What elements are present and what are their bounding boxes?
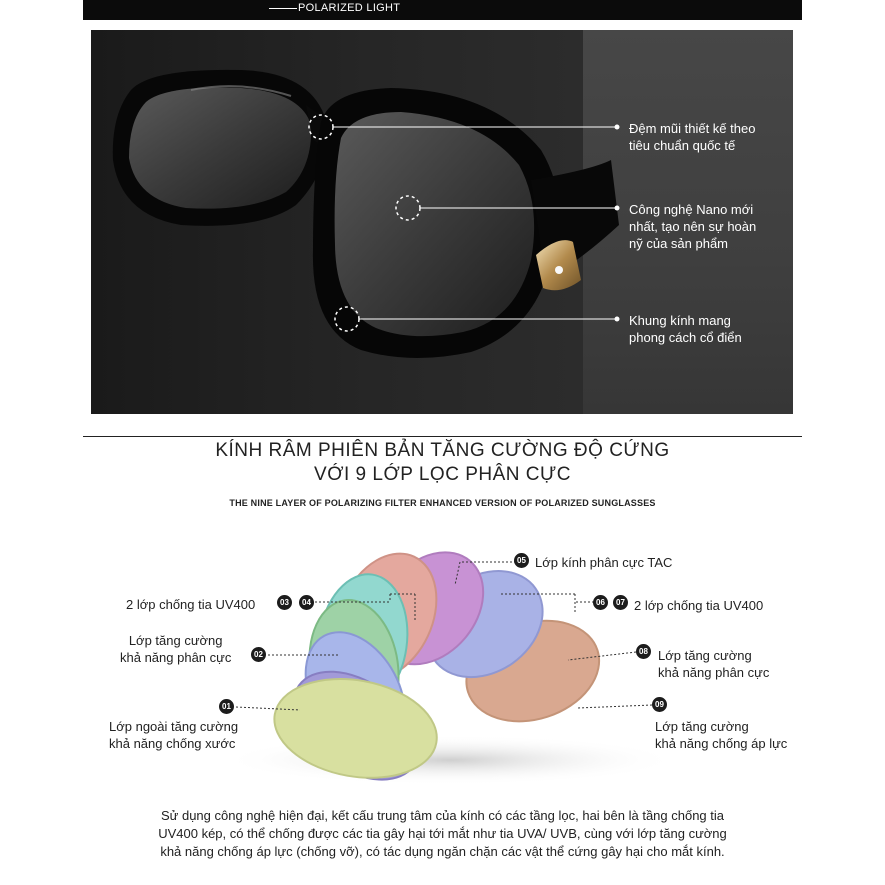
layer-badge-08: 08: [636, 644, 651, 659]
label-layer-03-04: 2 lớp chống tia UV400: [126, 597, 256, 612]
label-layer-08: Lớp tăng cường khả năng phân cực: [658, 648, 770, 680]
layer-badge-07: 07: [613, 595, 628, 610]
label-layer-09: Lớp tăng cường khả năng chống áp lực: [655, 719, 788, 751]
description-paragraph: Sử dụng công nghệ hiện đại, kết cấu trung tâm của kính có các tầng lọc, hai bên là tầng chống tia UV400 kép, có thể chống được các tia gây hại tới mắt như tia UVA/ UVB, cùng với lớp tăng cường khả năng chống áp lực (chống vỡ), có tác dụng ngăn chặn các vật thể cứng gây hại cho mắt kính.: [158, 808, 727, 859]
label-layer-05: Lớp kính phân cực TAC: [535, 555, 673, 570]
layer-badge-09: 09: [652, 697, 667, 712]
section-subtitle: THE NINE LAYER OF POLARIZING FILTER ENHANCED VERSION OF POLARIZED SUNGLASSES: [229, 498, 656, 508]
section-title-line1: KÍNH RÂM PHIÊN BẢN TĂNG CƯỜNG ĐỘ CỨNG: [215, 440, 670, 461]
callout-nose-pad: Đệm mũi thiết kế theo tiêu chuẩn quốc tế: [629, 121, 756, 153]
callout-frame-style: Khung kính mang phong cách cổ điển: [629, 313, 742, 345]
layer-badge-02: 02: [251, 647, 266, 662]
layer-badge-06: 06: [593, 595, 608, 610]
label-layer-06-07: 2 lớp chống tia UV400: [634, 598, 764, 613]
layer-badge-03: 03: [277, 595, 292, 610]
header-label: POLARIZED LIGHT: [298, 2, 401, 14]
callout-nano-tech: Công nghệ Nano mới nhất, tạo nên sự hoàn nỹ của sản phẩm: [629, 202, 757, 251]
label-layer-02: Lớp tăng cường khả năng phân cực: [120, 633, 232, 665]
layer-badge-04: 04: [299, 595, 314, 610]
layer-badge-01: 01: [219, 699, 234, 714]
section-title-line2: VỚI 9 LỚP LỌC PHÂN CỰC: [314, 464, 571, 485]
label-layer-01: Lớp ngoài tăng cường khả năng chống xước: [109, 719, 239, 751]
layer-badge-05: 05: [514, 553, 529, 568]
